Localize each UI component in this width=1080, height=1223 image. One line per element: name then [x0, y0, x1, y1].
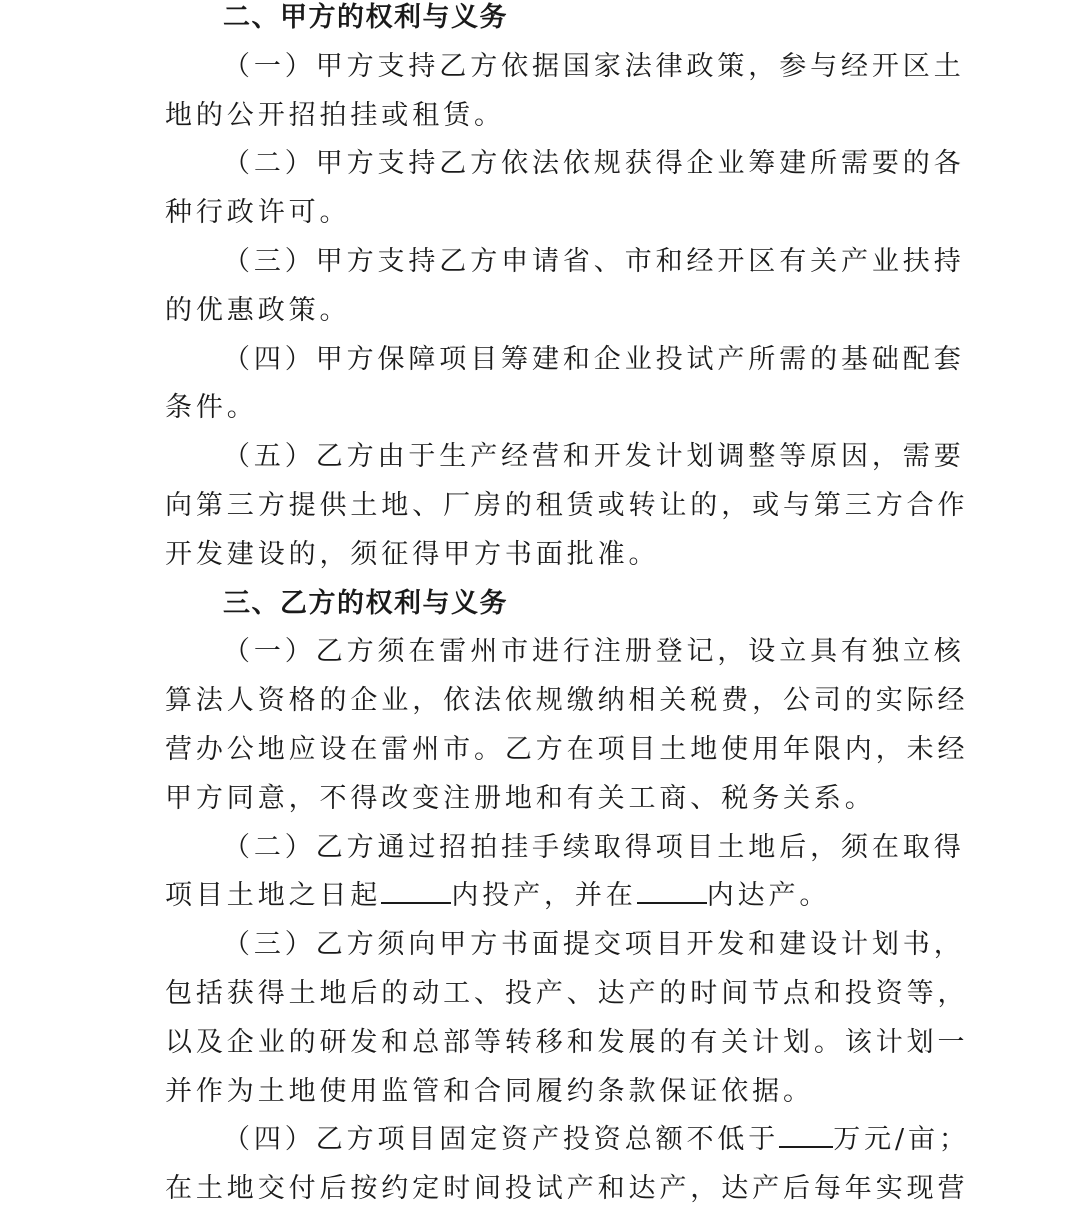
- paragraph-line: 算法人资格的企业，依法依规缴纳相关税费，公司的实际经: [165, 685, 969, 717]
- paragraph-line: 营办公地应设在雷州市。乙方在项目土地使用年限内，未经: [165, 733, 969, 765]
- paragraph-line: （一）甲方支持乙方依据国家法律政策，参与经开区土: [223, 50, 965, 82]
- paragraph-line: 以及企业的研发和总部等转移和发展的有关计划。该计划一: [165, 1026, 969, 1058]
- paragraph-line: 种行政许可。: [165, 197, 351, 229]
- paragraph-line: 在土地交付后按约定时间投试产和达产，达产后每年实现营: [165, 1173, 969, 1205]
- section-heading-obligations-party-a: 二、甲方的权利与义务: [223, 2, 508, 33]
- fill-in-blank-investment-amount: [779, 1116, 833, 1148]
- paragraph-line-with-blanks: [165, 872, 917, 921]
- paragraph-line: 向第三方提供土地、厂房的租赁或转让的，或与第三方合作: [165, 489, 969, 521]
- paragraph-line: 包括获得土地后的动工、投产、达产的时间节点和投资等，: [165, 977, 969, 1009]
- document-page: [165, 0, 970, 1214]
- paragraph-line-with-blank: [165, 1116, 970, 1165]
- paragraph-line: （三）乙方须向甲方书面提交项目开发和建设计划书，: [223, 929, 965, 961]
- paragraph-line: （三）甲方支持乙方申请省、市和经开区有关产业扶持: [223, 245, 965, 277]
- paragraph-line: （二）乙方通过招拍挂手续取得项目土地后，须在取得: [223, 831, 965, 863]
- paragraph-line: （二）甲方支持乙方依法依规获得企业筹建所需要的各: [223, 148, 965, 180]
- text-segment: 万元/亩；: [833, 1124, 970, 1156]
- paragraph-line: 甲方同意，不得改变注册地和有关工商、税务关系。: [165, 782, 876, 814]
- paragraph-line: （五）乙方由于生产经营和开发计划调整等原因，需要: [223, 441, 965, 473]
- paragraph-line: 开发建设的，须征得甲方书面批准。: [165, 538, 660, 570]
- fill-in-blank-production-period: [381, 872, 451, 904]
- text-segment: 项目土地之日起: [165, 880, 382, 912]
- text-segment: 内达产。: [706, 880, 831, 912]
- fill-in-blank-full-capacity-period: [637, 872, 707, 904]
- text-segment: 内投产，并在: [451, 880, 637, 912]
- section-heading-obligations-party-b: 三、乙方的权利与义务: [223, 587, 508, 619]
- text-segment: （四）乙方项目固定资产投资总额不低于: [223, 1124, 780, 1156]
- paragraph-line: 条件。: [165, 392, 258, 424]
- paragraph-line: （一）乙方须在雷州市进行注册登记，设立具有独立核: [223, 636, 965, 668]
- paragraph-line: 地的公开招拍挂或租赁。: [165, 99, 505, 131]
- paragraph-line: 的优惠政策。: [165, 294, 351, 326]
- paragraph-line: 并作为土地使用监管和合同履约条款保证依据。: [165, 1075, 814, 1107]
- paragraph-line: （四）甲方保障项目筹建和企业投试产所需的基础配套: [223, 343, 965, 375]
